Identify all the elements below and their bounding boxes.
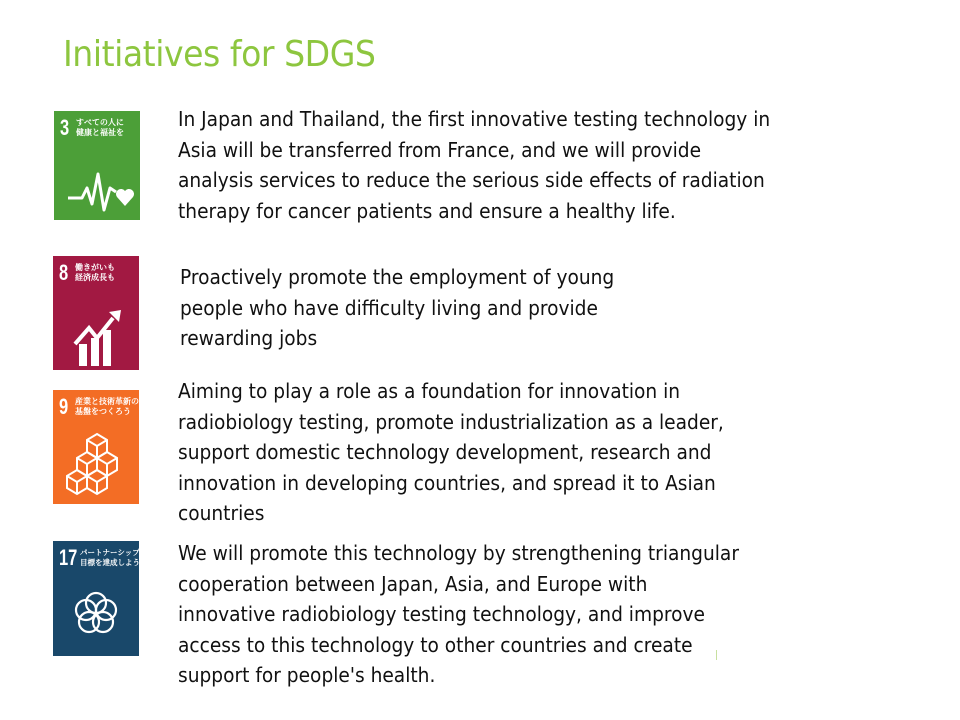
stray-mark (716, 650, 717, 660)
heartbeat-icon (54, 140, 140, 220)
sdg-3-icon (54, 111, 140, 220)
sdg-label: すべての人に 健康と福祉を (76, 118, 124, 137)
sdg-number: 9 (59, 394, 69, 419)
initiative-text-sdg-17: We will promote this technology by strengthening triangular cooperation between Japan, Asia, and Europe with innovative radiobiology testing technology, and improve access to this technology to other countries and create support for people's health. (178, 541, 739, 687)
sdg-17-icon (53, 541, 148, 656)
slide-title: Initiatives for SDGS (63, 34, 376, 75)
growth-chart-icon (53, 284, 139, 370)
initiative-text-sdg-3: In Japan and Thailand, the first innovative testing technology in Asia will be transferred from France, and we will provide analysis services to reduce the serious side effects of radiation therapy for cancer patients and ensure a healthy life. (178, 107, 771, 223)
cubes-icon (53, 418, 139, 504)
initiative-text-sdg-8: Proactively promote the employment of young people who have difficulty living and provide rewarding jobs (180, 265, 615, 350)
sdg-number: 3 (60, 115, 70, 140)
sdg-label: パートナーシップで 目標を達成しよう (80, 548, 148, 567)
sdg-label: 働きがいも 経済成長も (75, 263, 115, 282)
sdg-number: 17 (59, 545, 78, 570)
sdg-number: 8 (59, 260, 69, 285)
sdg-8-icon (53, 256, 139, 370)
sdg-9-icon (53, 390, 139, 504)
interlocking-rings-icon (53, 570, 139, 656)
initiative-text-sdg-9: Aiming to play a role as a foundation for innovation in radiobiology testing, promote industrialization as a leader, support domestic technology development, research and innovation in developing countries, and spread it to Asian countries (178, 379, 724, 525)
sdg-label: 産業と技術革新の 基盤をつくろう (75, 397, 139, 416)
